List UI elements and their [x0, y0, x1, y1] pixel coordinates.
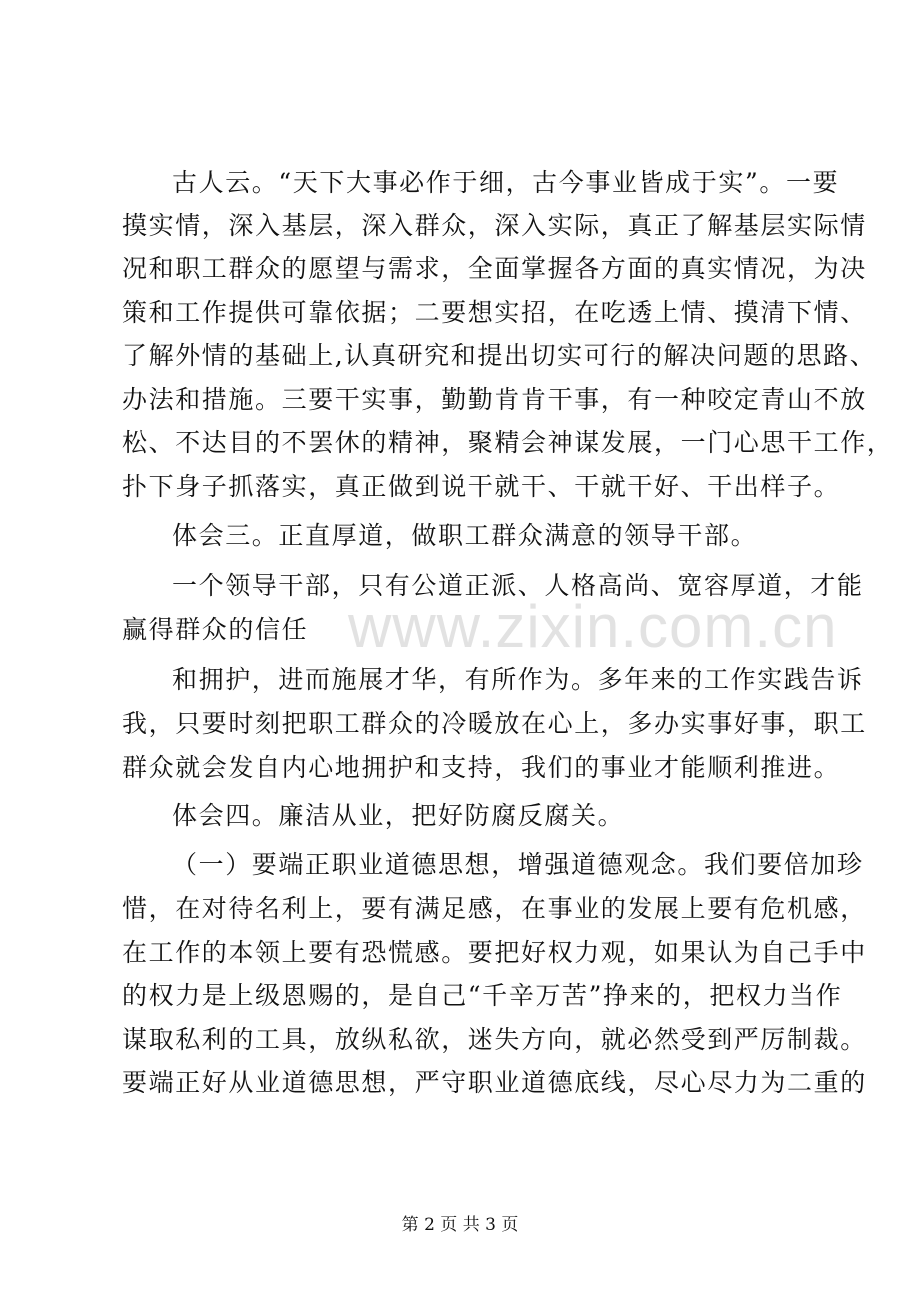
paragraph-line: 办法和措施。三要干实事，勤勤肯肯干事，有一种咬定青山不放: [122, 385, 867, 414]
paragraph-line: 摸实情，深入基层，深入群众，深入实际，真正了解基层实际情: [122, 211, 867, 240]
paragraph-line: 了解外情的基础上,认真研究和提出切实可行的解决问题的思路、: [122, 341, 877, 370]
page-number: 第 2 页 共 3 页: [401, 1215, 519, 1235]
paragraph-line: 在工作的本领上要有恐慌感。要把好权力观，如果认为自己手中: [122, 938, 867, 967]
paragraph-line: 一个领导干部，只有公道正派、人格高尚、宽容厚道，才能: [172, 571, 864, 600]
paragraph-line: 赢得群众的信任: [122, 615, 309, 644]
paragraph-line: 况和职工群众的愿望与需求，全面掌握各方面的真实情况，为决: [122, 254, 867, 283]
paragraph-line: 我，只要时刻把职工群众的冷暖放在心上，多办实事好事，职工: [122, 709, 867, 738]
section-heading: 体会四。廉洁从业，把好防腐反腐关。: [172, 801, 625, 830]
paragraph-line: 谋取私利的工具，放纵私欲，迷失方向，就必然受到严厉制裁。: [122, 1025, 867, 1054]
paragraph-line: 要端正好从业道德思想，严守职业道德底线，尽心尽力为二重的: [122, 1068, 867, 1097]
paragraph-line: 惜，在对待名利上，要有满足感，在事业的发展上要有危机感，: [122, 894, 867, 923]
paragraph-line: （一）要端正职业道德思想，增强道德观念。我们要倍加珍: [172, 850, 864, 879]
watermark: www.zixin.com.cn: [348, 593, 838, 660]
paragraph-line: 和拥护，进而施展才华，有所作为。多年来的工作实践告诉: [172, 665, 864, 694]
paragraph-line: 群众就会发自内心地拥护和支持，我们的事业才能顺利推进。: [122, 753, 841, 782]
section-heading: 体会三。正直厚道，做职工群众满意的领导干部。: [172, 521, 758, 550]
paragraph-line: 扑下身子抓落实，真正做到说干就干、干就干好、干出样子。: [122, 472, 841, 501]
paragraph-line: 古人云。“天下大事必作于细，古今事业皆成于实”。一要: [172, 168, 840, 197]
paragraph-line: 策和工作提供可靠依据；二要想实招，在吃透上情、摸清下情、: [122, 298, 867, 327]
paragraph-line: 松、不达目的不罢休的精神，聚精会神谋发展，一门心思干工作，: [122, 428, 894, 457]
paragraph-line: 的权力是上级恩赐的，是自己“千辛万苦”挣来的，把权力当作: [122, 981, 843, 1010]
